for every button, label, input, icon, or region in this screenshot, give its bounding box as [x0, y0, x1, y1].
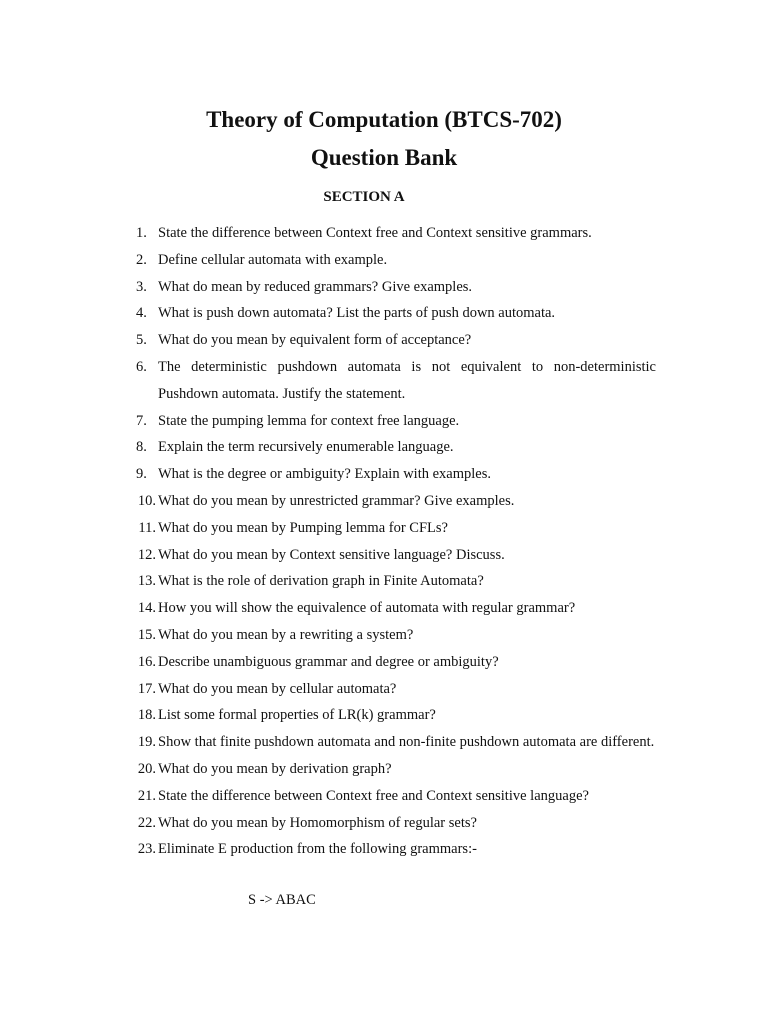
question-text: The deterministic pushdown automata is not equivalent to non-deterministic Pushdown automata. Justify the statement.: [158, 358, 656, 402]
question-item: [120, 542, 656, 569]
question-number: 11.: [138, 519, 156, 536]
question-item: [120, 247, 656, 274]
question-text: State the difference between Context free and Context sensitive language?: [158, 787, 589, 804]
question-number: 18.: [137, 707, 156, 724]
question-text: What do you mean by unrestricted grammar? Give examples.: [158, 492, 515, 509]
question-text: Describe unambiguous grammar and degree or ambiguity?: [158, 653, 499, 670]
question-number: 20.: [137, 760, 156, 777]
question-text: What is the degree or ambiguity? Explain with examples.: [158, 466, 491, 483]
question-item: [120, 274, 656, 301]
question-text: What do you mean by Context sensitive language? Discuss.: [158, 546, 505, 563]
question-item: [120, 434, 656, 461]
question-text: What do you mean by equivalent form of acceptance?: [158, 332, 472, 349]
question-number: 3.: [136, 278, 147, 295]
question-item: [120, 783, 656, 810]
question-text: Eliminate E production from the following grammars:-: [158, 841, 477, 858]
question-number: 13.: [137, 573, 156, 590]
grammar-production: S -> ABAC: [248, 892, 316, 908]
question-number: 4.: [136, 305, 147, 322]
question-text: What do you mean by derivation graph?: [158, 760, 392, 777]
question-item: [120, 676, 656, 703]
question-text: What do you mean by Homomorphism of regular sets?: [158, 814, 477, 831]
document-title: Theory of Computation (BTCS-702): [206, 107, 562, 132]
question-number: 14.: [137, 600, 156, 617]
question-text: Explain the term recursively enumerable language.: [158, 439, 454, 456]
question-item: [120, 810, 656, 837]
question-item: [120, 702, 656, 729]
question-text: Define cellular automata with example.: [158, 251, 388, 268]
question-number: 1.: [136, 225, 147, 241]
question-text: What is the role of derivation graph in Finite Automata?: [158, 573, 484, 590]
question-text: List some formal properties of LR(k) grammar?: [158, 707, 436, 724]
question-item: [120, 595, 656, 622]
question-number: 16.: [137, 653, 156, 670]
question-item: [120, 408, 656, 435]
question-number: 5.: [136, 332, 147, 349]
question-text: How you will show the equivalence of automata with regular grammar?: [158, 600, 576, 617]
question-item: [120, 756, 656, 783]
question-item: [120, 461, 656, 488]
question-text: State the pumping lemma for context free language.: [158, 412, 460, 429]
question-item: [120, 354, 656, 408]
question-item: [120, 300, 656, 327]
question-text: What do you mean by Pumping lemma for CFLs?: [158, 519, 448, 536]
question-number: 19.: [137, 734, 156, 751]
question-item: [120, 729, 656, 756]
question-number: 21.: [137, 787, 156, 804]
question-text: What is push down automata? List the parts of push down automata.: [158, 305, 556, 322]
question-number: 10.: [137, 492, 156, 509]
question-number: 7.: [136, 412, 147, 429]
question-item: [120, 327, 656, 354]
question-text: What do mean by reduced grammars? Give examples.: [158, 278, 473, 295]
question-item: [120, 622, 656, 649]
question-item: [120, 488, 656, 515]
question-item: [120, 836, 656, 863]
question-text: What do you mean by a rewriting a system?: [158, 626, 414, 643]
question-item: [120, 568, 656, 595]
question-number: 17.: [137, 680, 156, 697]
question-number: 22.: [137, 814, 156, 831]
question-item: [120, 649, 656, 676]
document-subtitle: Question Bank: [310, 145, 458, 170]
section-heading: SECTION A: [323, 189, 405, 205]
question-number: 23.: [137, 841, 156, 858]
question-item: [120, 220, 656, 247]
question-number: 6.: [136, 358, 147, 375]
question-number: 2.: [136, 251, 147, 268]
question-number: 12.: [137, 546, 156, 563]
question-text: What do you mean by cellular automata?: [158, 680, 397, 697]
question-number: 9.: [136, 466, 147, 483]
question-item: [120, 515, 656, 542]
question-text: State the difference between Context free and Context sensitive grammars.: [158, 225, 592, 241]
question-number: 8.: [136, 439, 147, 456]
question-list: [120, 220, 656, 863]
question-text: Show that finite pushdown automata and non-finite pushdown automata are different.: [158, 734, 655, 751]
question-number: 15.: [137, 626, 156, 643]
